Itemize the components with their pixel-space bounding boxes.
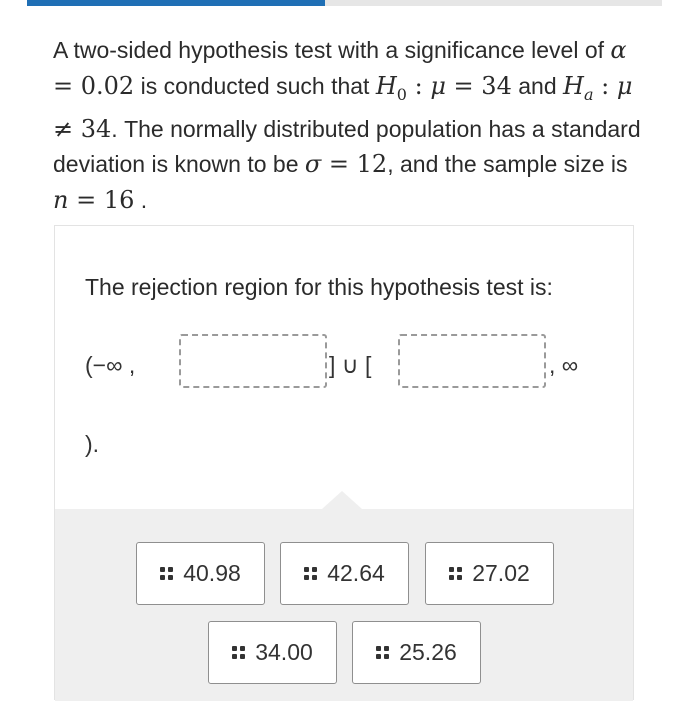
drag-handle-icon <box>304 567 317 580</box>
question-text <box>53 33 643 218</box>
question-text-part: is conducted such that <box>134 72 376 99</box>
card-prompt: The rejection region for this hypothesis test is: <box>85 274 553 300</box>
null-hypothesis-subscript: 0 <box>396 84 407 104</box>
alt-hypothesis-subscript: a <box>583 84 594 104</box>
answer-tile[interactable] <box>208 621 337 684</box>
answer-tile[interactable] <box>136 542 265 605</box>
expr-end: ). <box>85 431 100 457</box>
question-text-part: . <box>134 186 148 213</box>
answer-tile[interactable] <box>352 621 481 684</box>
dropzone-upper-bound[interactable] <box>398 334 546 388</box>
answer-tile-value: 34.00 <box>255 639 313 665</box>
answer-card <box>54 225 634 700</box>
alpha-value: 0.02 <box>80 71 135 100</box>
answer-tile-value: 40.98 <box>183 560 241 586</box>
progress-bar <box>27 0 662 6</box>
equals-sign: = <box>321 150 357 179</box>
drag-handle-icon <box>449 567 462 580</box>
mu-value: 34 <box>80 114 112 143</box>
dropzone-lower-bound[interactable] <box>179 334 327 388</box>
question-text-part: , and the sample size is <box>387 151 628 178</box>
drag-handle-icon <box>232 646 245 659</box>
answer-tile[interactable] <box>280 542 409 605</box>
answer-tile-value: 42.64 <box>327 560 385 586</box>
colon: : <box>406 71 431 100</box>
answer-tile-value: 27.02 <box>472 560 530 586</box>
mu-value: 34 <box>481 71 512 100</box>
equals-sign: = <box>68 185 104 214</box>
tray-pointer <box>322 491 362 509</box>
n-symbol: n <box>53 185 69 214</box>
alt-hypothesis-symbol: H <box>563 71 584 100</box>
answer-tray <box>55 509 633 701</box>
question-text-part: and <box>511 72 563 99</box>
question-text-part: A two-sided hypothesis test with a significance level of <box>53 37 611 63</box>
n-value: 16 <box>103 185 135 214</box>
alpha-symbol: α <box>610 36 627 64</box>
expr-close: , ∞ <box>549 352 579 378</box>
expr-mid: ] ∪ [ <box>329 352 372 378</box>
mu-symbol: μ <box>430 71 446 100</box>
mu-symbol: μ <box>616 71 633 100</box>
sigma-symbol: σ <box>304 150 322 179</box>
colon: : <box>593 71 617 100</box>
not-equal-sign: ≠ <box>53 114 81 143</box>
null-hypothesis-symbol: H <box>375 71 397 100</box>
answer-tile[interactable] <box>425 542 554 605</box>
sigma-value: 12 <box>356 150 388 179</box>
expr-open: (−∞ , <box>85 352 136 378</box>
answer-tile-value: 25.26 <box>399 639 457 665</box>
drag-handle-icon <box>160 567 173 580</box>
drag-handle-icon <box>376 646 389 659</box>
progress-bar-fill <box>27 0 325 6</box>
equals-sign: = <box>445 71 482 100</box>
question-text-part: . The normally distributed population has a standard deviation is known to be <box>53 115 641 178</box>
equals-sign: = <box>53 71 81 100</box>
